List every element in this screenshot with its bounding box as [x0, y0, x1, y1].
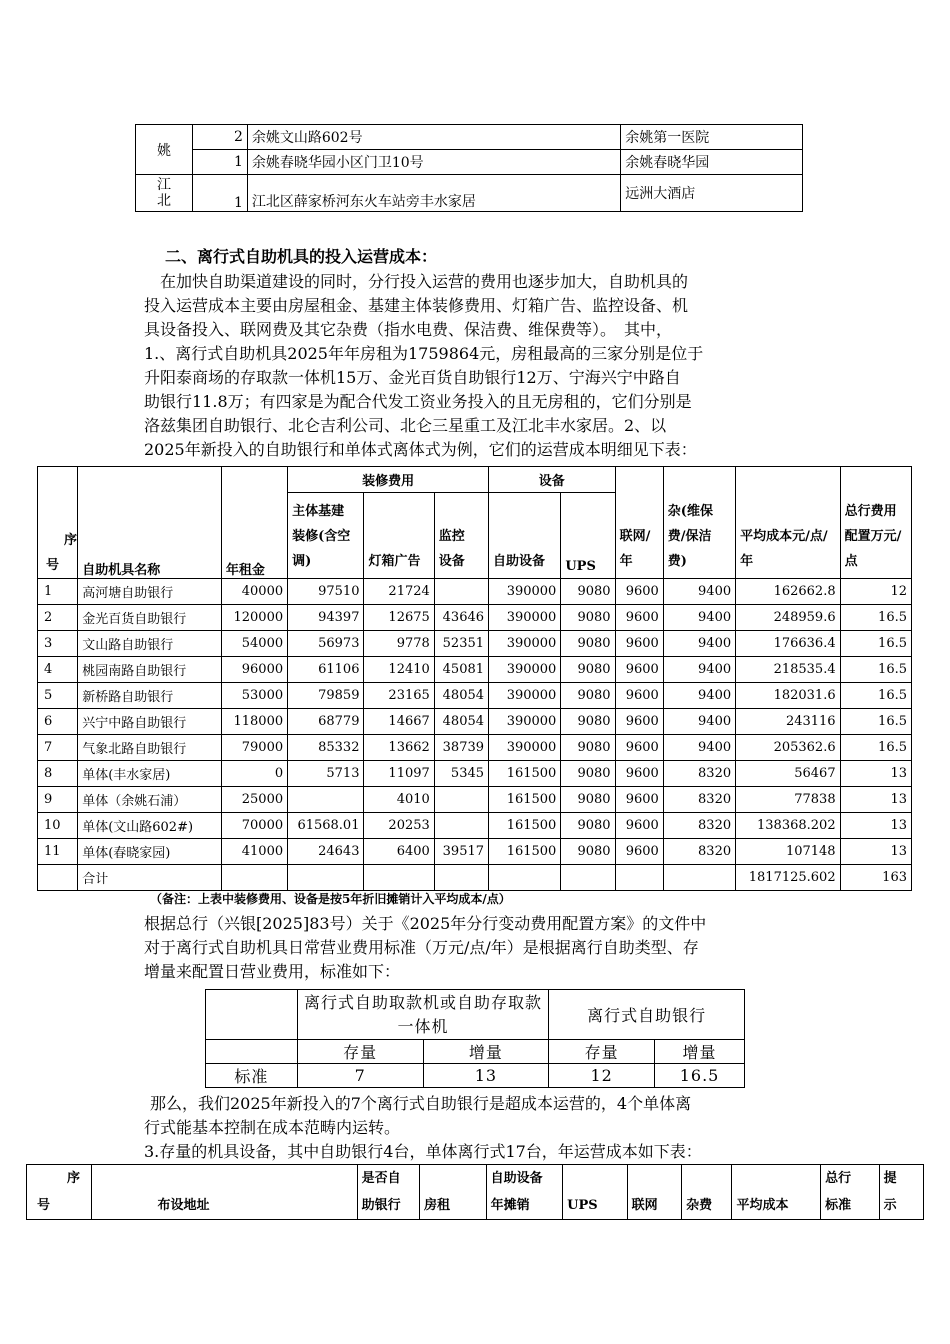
count-cell: 1: [192, 175, 247, 212]
header-atm-label: 自助设备: [493, 554, 546, 569]
table-row: [136, 175, 803, 212]
row-no: 1: [38, 579, 78, 605]
header-lightbox-label: 灯箱广告: [368, 554, 421, 569]
row-avg: 56467: [736, 761, 840, 787]
row-rent: 120000: [221, 605, 287, 631]
row-total: 16.5: [840, 657, 911, 683]
paragraph-line: 1.、离行式自助机具2025年年房租为1759864元，房租最高的三家分别是位于: [144, 344, 704, 363]
table-row: [38, 735, 912, 761]
row-ups: 9080: [561, 839, 615, 865]
section-heading: 二、离行式自助机具的投入运营成本：: [165, 247, 438, 266]
row-avg: 248959.6: [736, 605, 840, 631]
row-no: 6: [38, 709, 78, 735]
row-avg: 182031.6: [736, 683, 840, 709]
row-ups: 9080: [561, 631, 615, 657]
paragraph-line: 对于离行式自助机具日常营业费用标准（万元/点/年）是根据离行自助类型、存: [144, 938, 699, 957]
row-rent: 41000: [221, 839, 287, 865]
sum-blank: [489, 865, 561, 891]
row-total: 16.5: [840, 709, 911, 735]
row-rent: 54000: [221, 631, 287, 657]
table-row: [136, 125, 803, 150]
row-network: 9600: [615, 839, 663, 865]
header-stock: 存量: [549, 1040, 655, 1064]
header-atm: [489, 493, 561, 579]
paragraph-line: 增量来配置日营业费用，标准如下：: [144, 962, 401, 981]
row-rent: 70000: [221, 813, 287, 839]
row-monitor: 52351: [434, 631, 488, 657]
address-cell: 余姚春晓华园小区门卫10号: [247, 150, 620, 175]
standard-table: [205, 989, 745, 1088]
row-total: 12: [840, 579, 911, 605]
row-misc: 9400: [663, 605, 735, 631]
location-cell: 远洲大酒店: [621, 175, 803, 212]
header-hint: [879, 1165, 923, 1220]
location-cell: 余姚第一医院: [621, 125, 803, 150]
row-total: 16.5: [840, 605, 911, 631]
row-misc: 9400: [663, 683, 735, 709]
region-label: 江北: [156, 177, 171, 209]
paragraph-line: 在加快自助渠道建设的同时，分行投入运营的费用也逐步加大，自助机具的: [160, 272, 689, 291]
row-rent: 79000: [221, 735, 287, 761]
row-ups: 9080: [561, 761, 615, 787]
row-name: 单体(丰水家居): [78, 761, 222, 787]
header-network: [615, 467, 663, 579]
header-increment: 增量: [655, 1040, 745, 1064]
row-name: 高河塘自助银行: [78, 579, 222, 605]
header-is-bank: [357, 1165, 419, 1220]
row-ups: 9080: [561, 605, 615, 631]
row-main-build: 79859: [288, 683, 364, 709]
paragraph-line: 那么，我们2025年新投入的7个离行式自助银行是超成本运营的，4个单体离: [150, 1094, 692, 1113]
header-misc: 杂费: [682, 1165, 732, 1220]
row-lightbox: 12410: [364, 657, 434, 683]
table-note: （备注：上表中装修费用、设备是按5年折旧摊销计入平均成本/点）: [150, 892, 511, 906]
row-main-build: 24643: [288, 839, 364, 865]
row-lightbox: 14667: [364, 709, 434, 735]
row-network: 9600: [615, 735, 663, 761]
row-rent: 40000: [221, 579, 287, 605]
row-avg: 205362.6: [736, 735, 840, 761]
header-ups: UPS: [563, 1165, 628, 1220]
row-rent: 53000: [221, 683, 287, 709]
row-misc: 8320: [663, 787, 735, 813]
sum-blank: [615, 865, 663, 891]
row-misc: 9400: [663, 579, 735, 605]
row-no: 4: [38, 657, 78, 683]
paragraph-line: 升阳泰商场的存取款一体机15万、金光百货自助银行12万、宁海兴宁中路自: [144, 368, 681, 387]
branch-location-table: [135, 124, 803, 212]
sum-avg: 1817125.602: [736, 865, 840, 891]
header-amort-label: 自助设备年摊销: [490, 1171, 543, 1213]
row-atm: 161500: [489, 787, 561, 813]
row-atm: 390000: [489, 605, 561, 631]
row-monitor: 48054: [434, 683, 488, 709]
row-network: 9600: [615, 657, 663, 683]
header-network: 联网: [627, 1165, 681, 1220]
header-seq: [38, 467, 78, 579]
row-total: 13: [840, 839, 911, 865]
header-total-alloc: [840, 467, 911, 579]
row-network: 9600: [615, 761, 663, 787]
row-misc: 8320: [663, 839, 735, 865]
header-rent: 房租: [420, 1165, 487, 1220]
table-header-row: [38, 467, 912, 493]
row-misc: 9400: [663, 709, 735, 735]
value-cell: 13: [423, 1064, 549, 1088]
row-network: 9600: [615, 631, 663, 657]
row-misc: 9400: [663, 631, 735, 657]
row-main-build: 85332: [288, 735, 364, 761]
header-lightbox: [364, 493, 434, 579]
header-address: 布设地址: [91, 1165, 357, 1220]
row-main-build: 56973: [288, 631, 364, 657]
header-is-bank-label: 是否自助银行: [361, 1171, 401, 1213]
row-atm: 390000: [489, 631, 561, 657]
row-avg: 77838: [736, 787, 840, 813]
header-atm-type: 离行式自助取款机或自助存取款一体机: [297, 990, 548, 1040]
blank-cell: [206, 1040, 298, 1064]
row-monitor: 45081: [434, 657, 488, 683]
header-avg: 平均成本: [732, 1165, 821, 1220]
row-name: 兴宁中路自助银行: [78, 709, 222, 735]
header-hint-label: 提示: [883, 1171, 897, 1213]
row-monitor: [434, 813, 488, 839]
row-main-build: 68779: [288, 709, 364, 735]
table-row: [38, 813, 912, 839]
table-row: [38, 683, 912, 709]
sum-blank: [663, 865, 735, 891]
paragraph-line: 根据总行（兴银[2025]83号）关于《2025年分行变动费用配置方案》的文件中: [144, 914, 707, 933]
region-cell: 姚: [136, 125, 193, 175]
row-ups: 9080: [561, 579, 615, 605]
row-network: 9600: [615, 683, 663, 709]
row-name: 单体(文山路602#): [78, 813, 222, 839]
row-rent: 25000: [221, 787, 287, 813]
stock-cost-table: [26, 1164, 924, 1220]
header-seq-bottom: 号: [37, 1198, 51, 1213]
row-main-build: 97510: [288, 579, 364, 605]
sum-blank: [561, 865, 615, 891]
region-cell: [136, 175, 193, 212]
row-network: 9600: [615, 787, 663, 813]
row-rent: 118000: [221, 709, 287, 735]
row-rent: 96000: [221, 657, 287, 683]
row-main-build: [288, 787, 364, 813]
location-cell: 余姚春晓华园: [621, 150, 803, 175]
table-row: [136, 150, 803, 175]
table-row: [38, 761, 912, 787]
row-monitor: [434, 787, 488, 813]
row-rent: 0: [221, 761, 287, 787]
table-row: [38, 709, 912, 735]
row-monitor: 39517: [434, 839, 488, 865]
row-misc: 9400: [663, 735, 735, 761]
row-misc: 9400: [663, 657, 735, 683]
paragraph-line: 具设备投入、联网费及其它杂费（指水电费、保洁费、维保费等）。 其中，: [144, 320, 673, 339]
row-atm: 390000: [489, 579, 561, 605]
row-no: 8: [38, 761, 78, 787]
row-name: 新桥路自助银行: [78, 683, 222, 709]
sum-blank: [38, 865, 78, 891]
row-name: 单体(春晓家园): [78, 839, 222, 865]
table-row: [38, 631, 912, 657]
header-rent: 年租金: [221, 467, 287, 579]
header-increment: 增量: [423, 1040, 549, 1064]
header-total-label: 总行费用配置万元/点: [844, 504, 902, 569]
table-sum-row: [38, 865, 912, 891]
value-cell: 16.5: [655, 1064, 745, 1088]
header-main-build: [288, 493, 364, 579]
paragraph-line: 3.存量的机具设备，其中自助银行4台，单体离行式17台，年运营成本如下表：: [144, 1142, 702, 1161]
sum-blank: [288, 865, 364, 891]
row-monitor: 38739: [434, 735, 488, 761]
table-row: [38, 579, 912, 605]
section-paragraph: [144, 270, 814, 462]
row-total: 13: [840, 761, 911, 787]
header-misc-label: 杂(维保费/保洁费): [667, 504, 713, 569]
header-monitor-label: 监控设备: [438, 529, 465, 569]
table-row: [38, 787, 912, 813]
row-atm: 390000: [489, 683, 561, 709]
row-network: 9600: [615, 579, 663, 605]
row-no: 3: [38, 631, 78, 657]
row-network: 9600: [615, 709, 663, 735]
row-ups: 9080: [561, 657, 615, 683]
row-misc: 8320: [663, 761, 735, 787]
table-row: [206, 1064, 745, 1088]
header-avg-cost: [736, 467, 840, 579]
row-no: 10: [38, 813, 78, 839]
row-lightbox: 21724: [364, 579, 434, 605]
table-header-row: [206, 1040, 745, 1064]
paragraph-line: 助银行11.8万；有四家是为配合代发工资业务投入的且无房租的，它们分别是: [144, 392, 692, 411]
header-monitor: [434, 493, 488, 579]
header-stock: 存量: [297, 1040, 423, 1064]
row-name: 文山路自助银行: [78, 631, 222, 657]
header-hq-label: 总行标准: [825, 1171, 852, 1213]
value-cell: 12: [549, 1064, 655, 1088]
table-row: [38, 605, 912, 631]
paragraph-line: 洛兹集团自助银行、北仑吉利公司、北仑三星重工及江北丰水家居。2、以: [144, 416, 667, 435]
row-name: 桃园南路自助银行: [78, 657, 222, 683]
sum-label: 合计: [78, 865, 222, 891]
header-avg-label: 平均成本元/点/年: [740, 529, 828, 569]
row-lightbox: 6400: [364, 839, 434, 865]
row-atm: 161500: [489, 813, 561, 839]
row-monitor: [434, 579, 488, 605]
cost-table-body: [38, 579, 912, 865]
standard-paragraph: [144, 912, 814, 984]
row-atm: 161500: [489, 839, 561, 865]
row-no: 11: [38, 839, 78, 865]
row-ups: 9080: [561, 709, 615, 735]
row-total: 13: [840, 813, 911, 839]
row-main-build: 61106: [288, 657, 364, 683]
address-cell: 江北区薛家桥河东火车站旁丰水家居: [247, 175, 620, 212]
row-avg: 218535.4: [736, 657, 840, 683]
header-main-label: 主体基建装修(含空调): [292, 504, 351, 569]
row-avg: 243116: [736, 709, 840, 735]
row-atm: 161500: [489, 761, 561, 787]
header-amort: [486, 1165, 563, 1220]
row-lightbox: 20253: [364, 813, 434, 839]
conclusion-paragraph: [144, 1092, 814, 1164]
row-monitor: 43646: [434, 605, 488, 631]
row-lightbox: 23165: [364, 683, 434, 709]
header-seq-top: 序: [64, 533, 78, 548]
row-atm: 390000: [489, 709, 561, 735]
value-cell: 7: [297, 1064, 423, 1088]
row-atm: 390000: [489, 657, 561, 683]
row-total: 16.5: [840, 683, 911, 709]
row-lightbox: 4010: [364, 787, 434, 813]
sum-total: 163: [840, 865, 911, 891]
cost-detail-table: [37, 466, 912, 891]
row-total: 13: [840, 787, 911, 813]
header-misc: [663, 467, 735, 579]
row-name: 金光百货自助银行: [78, 605, 222, 631]
row-label: 标准: [206, 1064, 298, 1088]
sum-blank: [364, 865, 434, 891]
paragraph-line: 2025年新投入的自助银行和单体式离体式为例，它们的运营成本明细见下表：: [144, 440, 697, 459]
row-avg: 162662.8: [736, 579, 840, 605]
paragraph-line: 行式能基本控制在成本范畴内运转。: [144, 1118, 401, 1137]
row-monitor: 5345: [434, 761, 488, 787]
header-hq: [821, 1165, 879, 1220]
header-equipment: 设备: [489, 467, 616, 493]
row-no: 9: [38, 787, 78, 813]
row-network: 9600: [615, 813, 663, 839]
row-ups: 9080: [561, 813, 615, 839]
row-no: 7: [38, 735, 78, 761]
header-bank-type: 离行式自助银行: [549, 990, 745, 1040]
row-main-build: 5713: [288, 761, 364, 787]
table-row: [38, 839, 912, 865]
count-cell: 1: [192, 150, 247, 175]
row-ups: 9080: [561, 787, 615, 813]
header-seq: [27, 1165, 92, 1220]
header-decoration: 装修费用: [288, 467, 489, 493]
table-header-row: [206, 990, 745, 1040]
row-name: 气象北路自助银行: [78, 735, 222, 761]
row-lightbox: 11097: [364, 761, 434, 787]
row-no: 5: [38, 683, 78, 709]
row-lightbox: 9778: [364, 631, 434, 657]
table-row: [38, 657, 912, 683]
sum-blank: [434, 865, 488, 891]
row-avg: 176636.4: [736, 631, 840, 657]
row-network: 9600: [615, 605, 663, 631]
row-main-build: 61568.01: [288, 813, 364, 839]
row-avg: 138368.202: [736, 813, 840, 839]
header-seq-top: 序: [67, 1171, 81, 1186]
row-ups: 9080: [561, 683, 615, 709]
count-cell: 2: [192, 125, 247, 150]
sum-blank: [221, 865, 287, 891]
row-misc: 8320: [663, 813, 735, 839]
row-total: 16.5: [840, 631, 911, 657]
row-total: 16.5: [840, 735, 911, 761]
row-ups: 9080: [561, 735, 615, 761]
blank-cell: [206, 990, 298, 1040]
row-name: 单体（余姚石浦）: [78, 787, 222, 813]
header-ups: UPS: [561, 493, 615, 579]
row-lightbox: 13662: [364, 735, 434, 761]
row-no: 2: [38, 605, 78, 631]
row-atm: 390000: [489, 735, 561, 761]
header-name: 自助机具名称: [78, 467, 222, 579]
row-main-build: 94397: [288, 605, 364, 631]
header-seq-bottom: 号: [46, 558, 60, 573]
row-avg: 107148: [736, 839, 840, 865]
row-lightbox: 12675: [364, 605, 434, 631]
row-monitor: 48054: [434, 709, 488, 735]
paragraph-line: 投入运营成本主要由房屋租金、基建主体装修费用、灯箱广告、监控设备、机: [144, 296, 689, 315]
address-cell: 余姚文山路602号: [247, 125, 620, 150]
header-network-label: 联网/年: [619, 529, 651, 569]
